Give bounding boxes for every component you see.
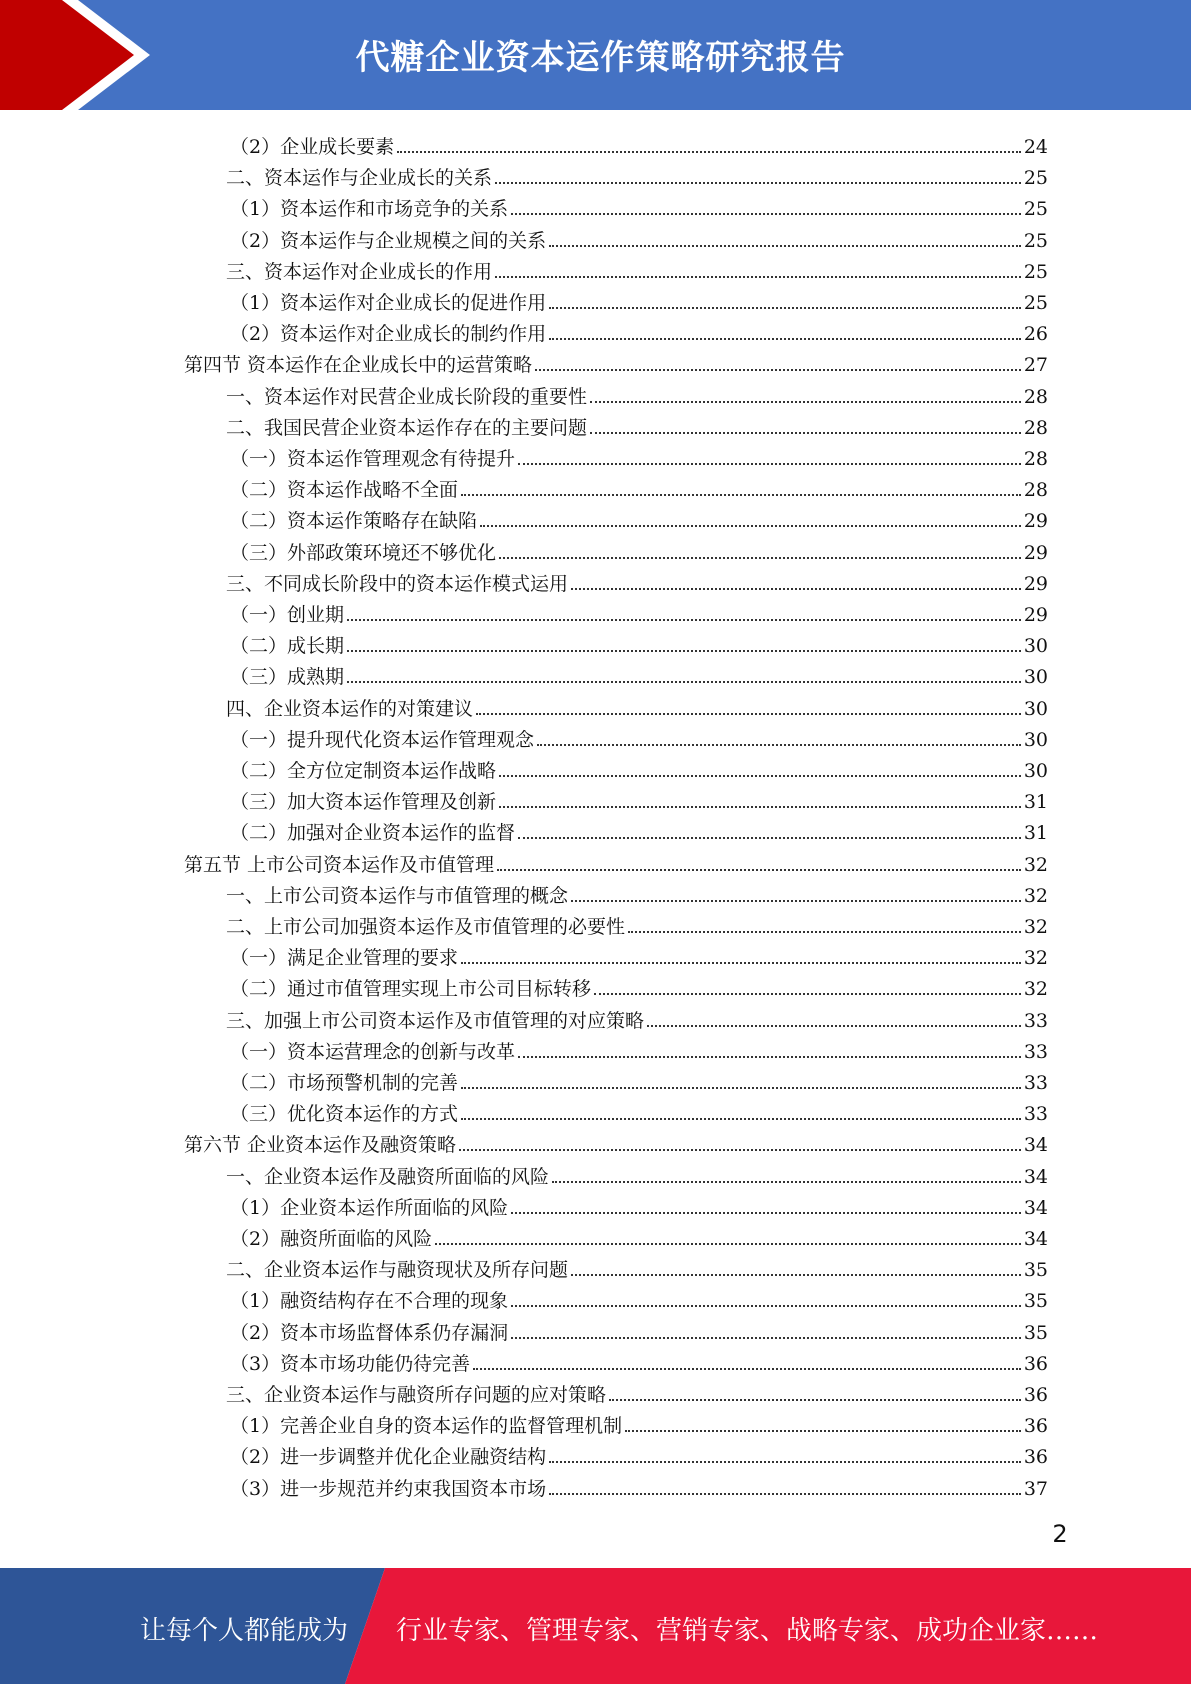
toc-entry-title: 二、资本运作与企业成长的关系 [226,167,493,190]
toc-entry[interactable] [184,1126,1048,1157]
toc-entry-title: （一）满足企业管理的要求 [230,947,459,970]
toc-entry-page-number: 34 [1023,1228,1048,1250]
toc-entry-page-number: 35 [1023,1259,1048,1282]
toc-dot-leader [347,650,1021,652]
toc-entry-page-number: 29 [1023,541,1048,564]
toc-dot-leader [549,307,1021,309]
toc-dot-leader [552,1181,1021,1183]
toc-dot-leader [459,1149,1021,1151]
toc-entry-title: 第四节 资本运作在企业成长中的运营策略 [184,354,533,377]
toc-dot-leader [495,182,1021,184]
toc-entry-title: （2）进一步调整并优化企业融资结构 [230,1446,547,1469]
toc-entry[interactable] [230,596,1048,627]
toc-entry[interactable] [226,908,1048,939]
toc-entry[interactable] [226,253,1048,284]
toc-dot-leader [461,1118,1021,1120]
toc-entry-title: （2）资本市场监督体系仍存漏洞 [230,1321,509,1344]
toc-entry-title: （3）资本市场功能仍待完善 [230,1352,471,1375]
toc-dot-leader [497,869,1021,871]
toc-entry-page-number: 36 [1023,1352,1048,1375]
toc-dot-leader [499,775,1021,777]
toc-entry-page-number: 30 [1023,728,1048,751]
toc-entry[interactable] [230,284,1048,315]
toc-entry-title: （三）优化资本运作的方式 [230,1103,459,1126]
footer-banner [0,1568,1191,1684]
toc-entry-title: （1）资本运作和市场竞争的关系 [230,198,509,221]
toc-entry-page-number: 32 [1023,947,1048,970]
toc-entry[interactable] [230,440,1048,471]
toc-entry[interactable] [230,190,1048,221]
toc-entry[interactable] [230,222,1048,253]
toc-entry-page-number: 25 [1023,167,1048,190]
toc-entry[interactable] [230,814,1048,845]
toc-entry-page-number: 25 [1023,260,1048,283]
toc-entry-title: 一、上市公司资本运作与市值管理的概念 [226,884,569,907]
toc-entry-page-number: 34 [1023,1196,1048,1219]
toc-dot-leader [347,681,1021,683]
toc-dot-leader [499,557,1021,559]
toc-entry-title: （三）加大资本运作管理及创新 [230,791,497,814]
toc-dot-leader [628,931,1021,933]
toc-entry-title: 第六节 企业资本运作及融资策略 [184,1134,457,1157]
toc-entry[interactable] [230,1095,1048,1126]
toc-entry[interactable] [230,721,1048,752]
toc-dot-leader [571,900,1021,902]
footer-slogan-left: 让每个人都能成为 [140,1616,349,1646]
toc-entry-page-number: 27 [1023,354,1048,377]
document-title: 代糖企业资本运作策略研究报告 [355,38,846,78]
toc-entry-title: （2）融资所面临的风险 [230,1228,433,1250]
toc-entry-page-number: 32 [1023,884,1048,907]
toc-entry-page-number: 28 [1023,416,1048,439]
toc-entry[interactable] [184,346,1048,377]
toc-dot-leader [476,713,1021,715]
toc-dot-leader [511,1337,1021,1339]
toc-dot-leader [511,1212,1021,1214]
toc-entry[interactable] [230,315,1048,346]
toc-dot-leader [590,432,1021,434]
toc-entry-title: 二、上市公司加强资本运作及市值管理的必要性 [226,916,626,938]
toc-entry-page-number: 28 [1023,479,1048,502]
toc-dot-leader [461,1087,1021,1089]
toc-dot-leader [549,338,1021,340]
toc-entry-title: （二）资本运作战略不全面 [230,479,459,502]
toc-entry-title: （一）资本运作管理观念有待提升 [230,448,516,470]
toc-entry-page-number: 31 [1023,791,1048,814]
toc-entry-page-number: 33 [1023,1103,1048,1126]
toc-dot-leader [590,401,1021,403]
toc-dot-leader [549,245,1021,247]
toc-entry-page-number: 36 [1023,1446,1048,1469]
toc-dot-leader [473,1368,1021,1370]
toc-entry[interactable] [184,846,1048,877]
toc-entry-title: 四、企业资本运作的对策建议 [226,697,474,720]
toc-dot-leader [594,993,1021,995]
toc-entry-title: （二）全方位定制资本运作战略 [230,760,497,782]
toc-entry-title: （一）提升现代化资本运作管理观念 [230,728,535,751]
toc-dot-leader [461,494,1021,496]
header-banner [0,0,1191,110]
toc-entry-title: 二、企业资本运作与融资现状及所存问题 [226,1259,569,1282]
toc-dot-leader [625,1430,1021,1432]
toc-entry[interactable] [230,783,1048,814]
toc-entry-page-number: 26 [1023,323,1048,346]
toc-entry-page-number: 33 [1023,1040,1048,1063]
toc-entry-title: （二）资本运作策略存在缺陷 [230,510,478,533]
toc-dot-leader [571,1274,1021,1276]
toc-dot-leader [495,276,1021,278]
toc-dot-leader [499,806,1021,808]
toc-entry[interactable] [230,1220,1048,1251]
toc-entry[interactable] [226,690,1048,721]
page-number: 2 [1052,1520,1068,1548]
toc-entry-page-number: 25 [1023,292,1048,314]
toc-dot-leader [518,1056,1021,1058]
toc-entry-title: （1）完善企业自身的资本运作的监督管理机制 [230,1415,623,1438]
toc-entry-title: 二、我国民营企业资本运作存在的主要问题 [226,416,588,439]
toc-entry[interactable] [226,1158,1048,1189]
toc-entry-title: （3）进一步规范并约束我国资本市场 [230,1477,547,1500]
toc-dot-leader [480,525,1021,527]
toc-entry[interactable] [226,877,1048,908]
toc-entry-title: 第五节 上市公司资本运作及市值管理 [184,853,495,876]
toc-entry-page-number: 29 [1023,510,1048,533]
toc-dot-leader [518,837,1021,839]
toc-entry[interactable] [230,939,1048,970]
toc-dot-leader [647,1025,1021,1027]
toc-entry[interactable] [230,970,1048,1001]
toc-entry-page-number: 29 [1023,572,1048,595]
toc-dot-leader [347,619,1021,621]
toc-entry-page-number: 35 [1023,1290,1048,1313]
toc-entry-title: （二）市场预警机制的完善 [230,1072,459,1094]
toc-entry-page-number: 32 [1023,916,1048,938]
toc-entry-title: 三、不同成长阶段中的资本运作模式运用 [226,572,569,595]
toc-entry[interactable] [230,1314,1048,1345]
toc-entry[interactable] [230,658,1048,689]
toc-entry-page-number: 34 [1023,1165,1048,1188]
toc-entry[interactable] [230,128,1048,159]
toc-entry[interactable] [226,1376,1048,1407]
toc-entry[interactable] [230,1064,1048,1095]
toc-entry[interactable] [230,1438,1048,1469]
toc-entry[interactable] [226,378,1048,409]
toc-entry-page-number: 32 [1023,853,1048,876]
toc-entry[interactable] [230,534,1048,565]
toc-entry-page-number: 30 [1023,697,1048,720]
toc-entry-page-number: 28 [1023,448,1048,470]
toc-dot-leader [537,744,1021,746]
toc-dot-leader [435,1243,1021,1245]
toc-entry-title: 三、资本运作对企业成长的作用 [226,260,493,283]
toc-entry-page-number: 32 [1023,978,1048,1001]
toc-entry-title: 三、加强上市公司资本运作及市值管理的对应策略 [226,1009,645,1032]
toc-entry[interactable] [230,1407,1048,1438]
toc-entry-page-number: 30 [1023,666,1048,689]
toc-entry-title: 三、企业资本运作与融资所存问题的应对策略 [226,1384,607,1406]
toc-entry-page-number: 37 [1023,1477,1048,1500]
toc-entry[interactable] [226,1251,1048,1282]
toc-entry-page-number: 25 [1023,229,1048,252]
toc-dot-leader [511,1305,1021,1307]
toc-entry-title: （2）资本运作与企业规模之间的关系 [230,229,547,252]
toc-entry-page-number: 30 [1023,635,1048,658]
toc-entry[interactable] [230,627,1048,658]
toc-entry-page-number: 33 [1023,1009,1048,1032]
toc-entry-title: 一、企业资本运作及融资所面临的风险 [226,1165,550,1188]
toc-entry-title: 一、资本运作对民营企业成长阶段的重要性 [226,385,588,408]
toc-dot-leader [571,588,1021,590]
toc-entry[interactable] [230,1470,1048,1501]
toc-entry-title: （一）资本运营理念的创新与改革 [230,1040,516,1063]
toc-dot-leader [535,369,1021,371]
toc-entry-page-number: 29 [1023,604,1048,626]
toc-entry-title: （三）成熟期 [230,666,345,689]
toc-dot-leader [549,1461,1021,1463]
toc-entry[interactable] [226,409,1048,440]
toc-entry[interactable] [230,752,1048,783]
toc-dot-leader [609,1399,1021,1401]
toc-dot-leader [511,213,1021,215]
toc-entry-page-number: 28 [1023,385,1048,408]
toc-entry[interactable] [226,565,1048,596]
toc-entry[interactable] [226,159,1048,190]
toc-entry-title: （1）资本运作对企业成长的促进作用 [230,292,547,314]
toc-entry[interactable] [230,502,1048,533]
toc-entry-page-number: 35 [1023,1321,1048,1344]
toc-entry-title: （2）企业成长要素 [230,136,395,158]
toc-entry[interactable] [230,1282,1048,1313]
toc-entry-page-number: 25 [1023,198,1048,221]
toc-entry-title: （二）加强对企业资本运作的监督 [230,822,516,845]
toc-entry-page-number: 31 [1023,822,1048,845]
toc-dot-leader [461,962,1021,964]
toc-entry-page-number: 36 [1023,1415,1048,1438]
toc-entry[interactable] [230,1189,1048,1220]
toc-dot-leader [397,151,1021,153]
toc-entry-page-number: 33 [1023,1072,1048,1094]
toc-entry-page-number: 36 [1023,1384,1048,1406]
toc-entry-title: （三）外部政策环境还不够优化 [230,541,497,564]
toc-entry-title: （1）企业资本运作所面临的风险 [230,1196,509,1219]
toc-entry[interactable] [230,1345,1048,1376]
footer-slogan-right: 行业专家、管理专家、营销专家、战略专家、成功企业家…… [396,1616,1099,1646]
toc-entry-title: （一）创业期 [230,604,345,626]
toc-entry-title: （2）资本运作对企业成长的制约作用 [230,323,547,346]
toc-entry-page-number: 34 [1023,1134,1048,1157]
toc-entry[interactable] [226,1002,1048,1033]
toc-entry-page-number: 24 [1023,136,1048,158]
toc-entry[interactable] [230,471,1048,502]
toc-dot-leader [549,1493,1021,1495]
toc-entry-title: （二）通过市值管理实现上市公司目标转移 [230,978,592,1001]
toc-entry[interactable] [230,1033,1048,1064]
toc-entry-page-number: 30 [1023,760,1048,782]
toc-entry-title: （二）成长期 [230,635,345,658]
toc-dot-leader [518,463,1021,465]
toc-entry-title: （1）融资结构存在不合理的现象 [230,1290,509,1313]
